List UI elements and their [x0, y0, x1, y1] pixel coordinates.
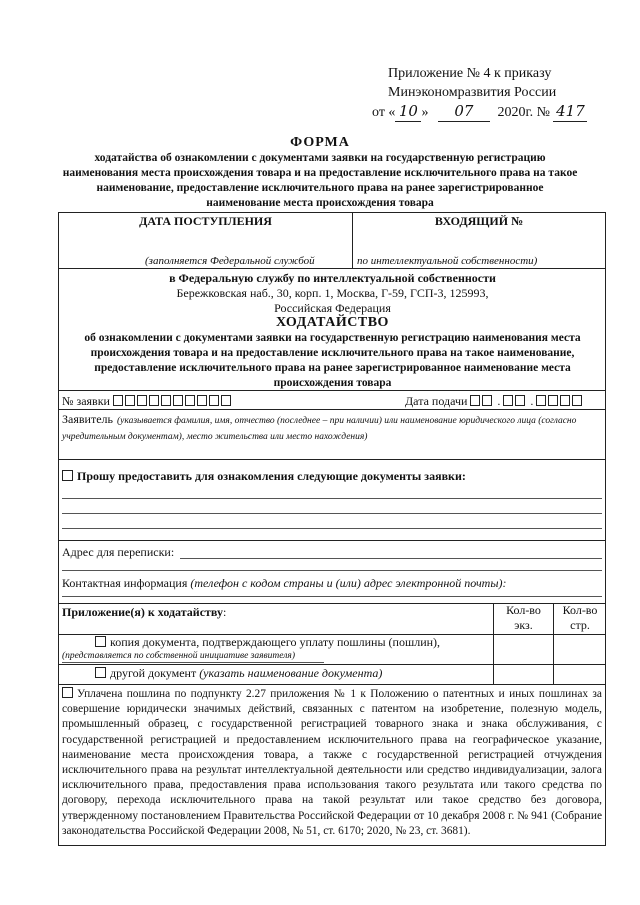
form-frame — [58, 212, 606, 846]
application-no-boxes[interactable] — [113, 394, 233, 408]
copies-col-header: Кол-во экз. — [506, 603, 541, 632]
attachment-row-1-hint: (представляется по собственной инициативе заявителя) — [62, 651, 295, 661]
form-title: ФОРМА — [290, 135, 350, 150]
request-checkbox[interactable] — [62, 470, 73, 481]
application-date-boxes[interactable]: . . — [470, 394, 584, 408]
correspondence-label: Адрес для переписки: — [62, 545, 175, 559]
filled-by-right: по интеллектуальной собственности) — [357, 255, 538, 267]
annex-block — [372, 64, 628, 122]
date-received-label: ДАТА ПОСТУПЛЕНИЯ — [139, 214, 272, 228]
annex-line1: Приложение № 4 к приказу — [388, 66, 552, 81]
attachments-header-row: Приложение(я) к ходатайству: — [62, 605, 227, 619]
attachment-row-2-label: другой документ — [110, 666, 197, 680]
attachments-header: Приложение(я) к ходатайству — [62, 605, 223, 619]
pages-col-header: Кол-во стр. — [562, 603, 598, 632]
petition-title: ХОДАТАЙСТВО — [276, 315, 389, 330]
attachment-row-1-label: копия документа, подтверждающего уплату пошлины (пошлин), — [110, 635, 441, 649]
addressee-block — [59, 271, 606, 316]
request-label: Прошу предоставить для ознакомления следующие документы заявки: — [77, 469, 466, 483]
addressee-line2: Бережковская наб., 30, корп. 1, Москва, Г-59, ГСП-3, 125993, — [176, 286, 489, 300]
fee-paragraph[interactable] — [62, 687, 602, 839]
attachment-row-2[interactable] — [95, 666, 382, 681]
application-no-row — [62, 394, 233, 409]
petition-subtitle: об ознакомлении с документами заявки на государственную регистрацию наименования места происхождения товара и на предоставление исключительного права на такое наименование, предоставление исключительного права на ранее зарегистрированное наименование места происхождения товара — [84, 332, 581, 389]
annex-date-line: от « 10 » 07 2020г. № 417 — [372, 102, 628, 122]
attachment-row-1-checkbox[interactable] — [95, 636, 106, 647]
contact-hint: (телефон с кодом страны и (или) адрес электронной почты): — [190, 576, 507, 590]
attachment-row-1[interactable] — [95, 635, 440, 650]
applicant-label: Заявитель — [62, 412, 113, 426]
fee-checkbox[interactable] — [62, 687, 73, 698]
form-subtitle: ходатайства об ознакомлении с документами заявки на государственную регистрацию наименования места происхождения товара и на предоставление исключительного права на такое наименование, предоставление исключительного права на ранее зарегистрированное наименование места происхождения товара — [62, 152, 578, 209]
correspondence-input-line[interactable] — [180, 558, 602, 559]
filled-by-left: (заполняется Федеральной службой — [145, 255, 315, 267]
application-date-label: Дата подачи — [405, 394, 468, 408]
annex-number: 417 — [553, 102, 587, 122]
request-row[interactable] — [62, 469, 466, 484]
annex-month: 07 — [438, 102, 490, 122]
applicant-row[interactable] — [62, 412, 602, 444]
annex-day: 10 — [395, 102, 421, 122]
attachment-row-2-checkbox[interactable] — [95, 667, 106, 678]
fee-text: Уплачена пошлина по подпункту 2.27 приложения № 1 к Положению о патентных и иных пошлинах за совершение юридически значимых действий, связанных с патентом на изобретение, полезную модель, промышленный образец, с государственной регистрацией товарного знака и знака обслуживания, с государственной регистрацией и предоставлением исключительного права на географическое указание, наименование места происхождения товара, а также с государственной регистрацией отчуждения исключительного права на результат интеллектуальной деятельности или средство индивидуализации, залога исключительного права, предоставления права использования такого результата или такого средства по договору, перехода исключительного права на такой результат или такое средство без договора, утвержденному постановлением Правительства Российской Федерации от 10 декабря 2008 г. № 941 (Собрание законодательства Российской Федерации 2008, № 51, ст. 6170; 2020, № 23, ст. 3681). — [62, 688, 602, 837]
incoming-no-label: ВХОДЯЩИЙ № — [434, 214, 524, 228]
addressee-line1: в Федеральную службу по интеллектуальной собственности — [169, 271, 496, 285]
application-date-row — [405, 394, 584, 409]
contact-row — [62, 576, 506, 591]
annex-year: 2020 — [497, 105, 526, 120]
addressee-line3: Российская Федерация — [274, 301, 391, 315]
applicant-hint: (указывается фамилия, имя, отчество (последнее – при наличии) или наименование юридического лица (согласно учредительным документам), место жительства или место нахождения) — [62, 416, 577, 442]
application-no-label: № заявки — [62, 394, 110, 408]
annex-line2: Минэкономразвития России — [388, 85, 557, 100]
attachment-row-2-hint: (указать наименование документа) — [199, 666, 383, 680]
contact-label: Контактная информация — [62, 576, 188, 590]
